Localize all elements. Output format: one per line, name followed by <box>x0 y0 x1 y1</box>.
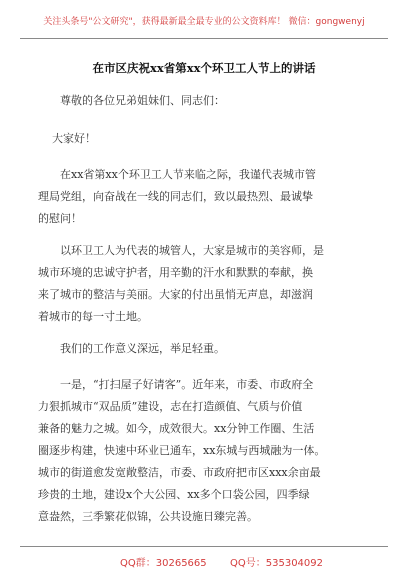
paragraph-tribute <box>38 240 353 328</box>
text-line: 大家好！ <box>52 132 96 145</box>
text-line: 兼备的魅力之城。如今，成效很大。xx分钟工作圈、生活 <box>38 422 315 435</box>
paragraph-salutation <box>60 90 353 112</box>
paragraph-point-one <box>38 374 353 528</box>
paragraph-intro <box>38 164 353 230</box>
text-line: 着城市的每一寸土地。 <box>38 310 148 323</box>
document-title: 在市区庆祝xx省第xx个环卫工人节上的讲话 <box>92 61 316 75</box>
text-line: 城市的街道愈发宽敞整洁，市委、市政府把市区xxx余亩最 <box>38 466 321 479</box>
footer-qq-number: QQ号：535304092 <box>230 558 324 569</box>
paragraph-greeting <box>52 128 345 150</box>
header-banner-text: 关注头条号"公文研究"，获得最新最全最专业的公文资料库！ 微信：gongwenyj <box>43 17 365 27</box>
text-line: 尊敬的各位兄弟姐妹们、同志们： <box>60 94 225 107</box>
text-line: 力狠抓城市“双品质”建设，志在打造颜值、气质与价值 <box>38 400 303 413</box>
header-divider <box>20 38 388 39</box>
text-line: 我们的工作意义深远，举足轻重。 <box>60 342 225 355</box>
page-footer <box>20 546 388 576</box>
text-line: 理局党组，向奋战在一线的同志们，致以最热烈、最诚挚 <box>38 190 313 203</box>
paragraph-significance <box>60 338 353 360</box>
text-line: 珍贵的土地，建设x个大公园、xx多个口袋公园，四季绿 <box>38 488 310 501</box>
text-line: 城市环境的忠诚守护者，用辛勤的汗水和默默的奉献，换 <box>38 266 313 279</box>
text-line: 意盎然，三季繁花似锦，公共设施日臻完善。 <box>38 510 258 523</box>
text-line: 以环卫工人为代表的城管人，大家是城市的美容师，是 <box>60 244 324 257</box>
footer-divider <box>20 546 388 547</box>
text-line: 圈逐步构建，快速中环业已通车，xx东城与西城融为一体。 <box>38 444 326 457</box>
page-header <box>20 0 388 40</box>
text-line: 一是，“打扫屋子好请客”。近年来，市委、市政府全 <box>60 378 314 391</box>
footer-qq-group: QQ群：30265665 <box>120 558 207 569</box>
text-line: 的慰问！ <box>38 212 82 225</box>
text-line: 在xx省第xx个环卫工人节来临之际，我谨代表城市管 <box>60 168 316 181</box>
text-line: 来了城市的整洁与美丽。大家的付出虽悄无声息，却滋润 <box>38 288 313 301</box>
